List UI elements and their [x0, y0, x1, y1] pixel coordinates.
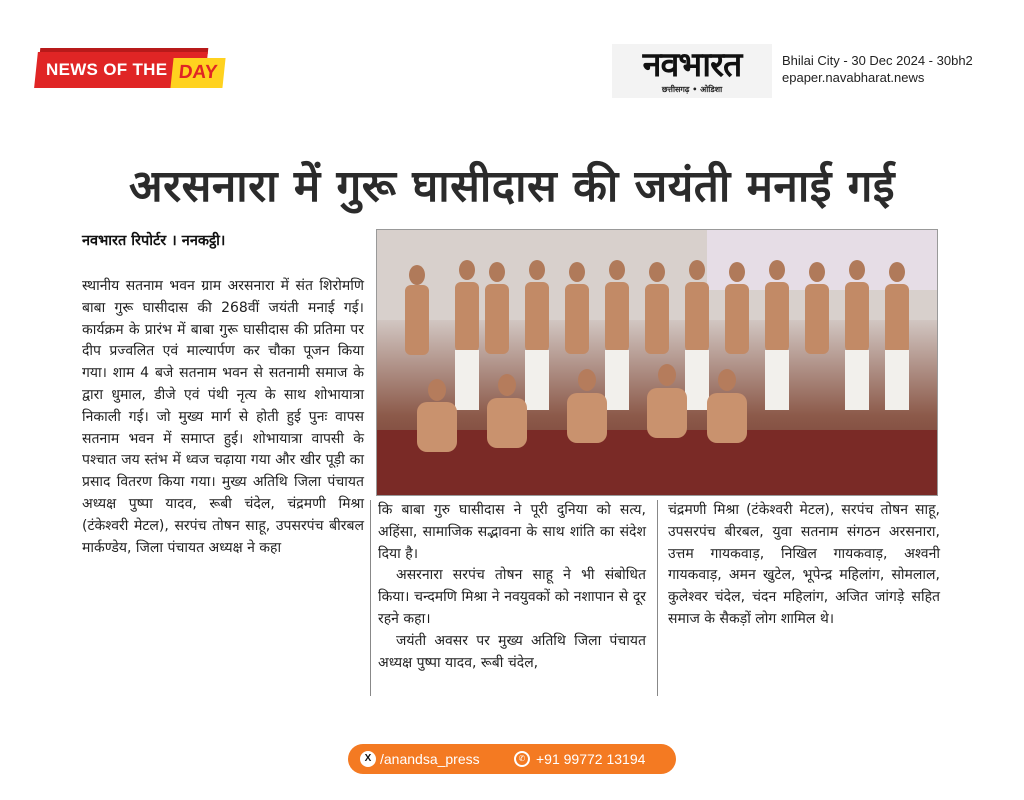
edition-line: Bhilai City - 30 Dec 2024 - 30bh2	[782, 53, 973, 68]
epaper-url[interactable]: epaper.navabharat.news	[782, 70, 925, 85]
x-twitter-icon: X	[360, 751, 376, 767]
column2-paragraph-1: कि बाबा गुरु घासीदास ने पूरी दुनिया को सत्य, अहिंसा, सामाजिक सद्भावना के साथ शांति का संदेश दिया है।	[378, 502, 646, 562]
logo-text: नवभारत	[642, 45, 742, 85]
article-column-1	[82, 276, 364, 559]
whatsapp-icon: ✆	[514, 751, 530, 767]
column-divider	[657, 500, 658, 696]
headline: अरसनारा में गुरू घासीदास की जयंती मनाई गई	[128, 161, 896, 212]
badge-day: DAY	[170, 58, 225, 88]
badge-news-of-the: NEWS OF THE	[46, 60, 168, 79]
column2-paragraph-3: जयंती अवसर पर मुख्य अतिथि जिला पंचायत अध्यक्ष पुष्पा यादव, रूबी चंदेल,	[378, 632, 646, 671]
column1-paragraph: स्थानीय सतनाम भवन ग्राम अरसनारा में संत शिरोमणि बाबा गुरू घासीदास की 268वीं जयंती मनाई गई। कार्यक्रम के प्रारंभ में बाबा गुरू घासीदास की प्रतिमा पर दीप प्रज्वलित एवं माल्यार्पण कर चौका पूजन किया गया। शाम 4 बजे सतनाम भवन से सतनामी समाज के द्वारा धुमाल, डीजे एवं पंथी नृत्य के साथ शोभायात्रा निकाली गई। जो मुख्य मार्ग से होती हुई पुनः वापस सतनाम भवन में समाप्त हुई। शोभायात्रा वापसी के पश्चात जय स्तंभ में ध्वज चढ़ाया गया और खीर पूड़ी का प्रसाद वितरण किया गया। मुख्य अतिथि जिला पंचायत अध्यक्ष पुष्पा यादव, रूबी चंदेल, चंद्रमणी मिश्रा (टंकेश्वरी मेटल), सरपंच तोषन साहू, उपसरपंच बीरबल मार्कण्डेय, जिला पंचायत अध्यक्ष ने कहा	[82, 278, 364, 556]
article-column-3	[668, 500, 940, 631]
news-of-the-day-badge	[36, 48, 228, 92]
article-column-2	[378, 500, 646, 674]
event-photo-illustration	[377, 230, 938, 496]
column-divider	[370, 500, 371, 696]
column2-paragraph-2: असरनारा सरपंच तोषन साहू ने भी संबोधित किया। चन्दमणि मिश्रा ने नवयुवकों को नशापान से दूर रहने कहा।	[378, 567, 646, 627]
contact-pill	[348, 744, 676, 774]
social-handle[interactable]: /anandsa_press	[380, 751, 480, 767]
column3-paragraph: चंद्रमणी मिश्रा (टंकेश्वरी मेटल), सरपंच तोषन साहू, उपसरपंच बीरबल, युवा सतनाम संगठन अरसनारा, उत्तम गायकवाड़, निखिल गायकवाड़, अश्वनी गायकवाड़, अमन खुटेल, भूपेन्द्र महिलांग, सोमलाल, कुलेश्वर चंदेल, चंदन महिलांग, अजित जांगड़े सहित समाज के सैकड़ों लोग शामिल थे।	[668, 502, 940, 627]
logo-subtitle: छत्तीसगढ़ • ओडिशा	[661, 85, 723, 94]
newspaper-logo	[612, 44, 772, 98]
edition-info	[782, 52, 973, 86]
event-photo	[376, 229, 938, 496]
phone-number[interactable]: +91 99772 13194	[536, 751, 646, 767]
byline: नवभारत रिपोर्टर । ननकट्ठी।	[82, 233, 226, 249]
